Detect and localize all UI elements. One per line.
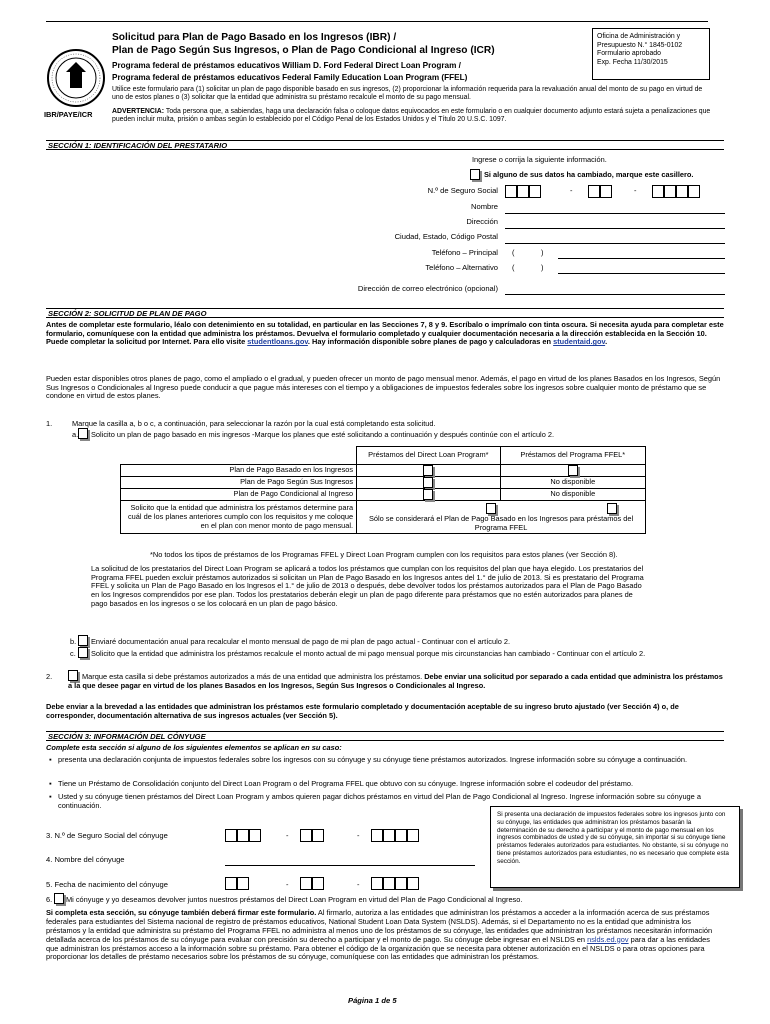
- ssn-digit-9[interactable]: [688, 185, 700, 198]
- item2-bold: Debe enviar una solicitud por separado a cada entidad que administra los préstamos a la que desee pagar en virtud de los planes Basados en los Ingresos, Según Sus Ingresos o Condicionales al Ingreso.: [68, 672, 723, 690]
- ibr-ffel-checkbox[interactable]: [568, 465, 578, 476]
- item2-text: [68, 673, 724, 690]
- top-rule: [46, 21, 708, 22]
- section2-para2: Pueden estar disponibles otros planes de pago, como el ampliado o el gradual, y pueden ofrecer un monto de pago mensual menor. Además, el pago en virtud de los planes Basados en los Ingresos, Según Sus Ingresos o Condicionales al Ingreso puede conducir a que pague más intereses con el tiempo y a obligaciones de impuestos federales sobre los ingresos sobre cualquier monto de préstamo que se condone en virtud de estos planes.: [46, 374, 721, 401]
- table-row-label: Plan de Pago Basado en los Ingresos: [121, 465, 357, 477]
- form-subtitle-line1: Programa federal de préstamos educativos William D. Ford Federal Direct Loan Program /: [112, 61, 461, 70]
- ssn-digit-5[interactable]: [600, 185, 612, 198]
- spouse-dob-dash-1: -: [286, 880, 289, 889]
- seal-icon: [46, 48, 106, 108]
- form-title-line2: Plan de Pago Según Sus Ingresos, o Plan de Pago Condicional al Ingreso (ICR): [112, 45, 495, 56]
- name-field[interactable]: [505, 213, 725, 214]
- spouse-dob-digit-2[interactable]: [237, 877, 249, 890]
- lowest-direct-checkbox[interactable]: [486, 503, 496, 514]
- bullet-1-text: presenta una declaración conjunta de impuestos federales sobre los ingresos con su cónyuge y su cónyuge tiene préstamos autorizados. Ingrese información sobre su cónyuge a continuación.: [58, 755, 687, 764]
- spouse-dob-digit-6[interactable]: [383, 877, 395, 890]
- item1c-checkbox[interactable]: [78, 647, 88, 658]
- table-row: [121, 465, 646, 477]
- item1b-text: Enviaré documentación anual para recalcular el monto mensual de pago de mi plan de pago actual - Continuar con el artículo 2.: [91, 637, 511, 646]
- address-field[interactable]: [505, 228, 725, 229]
- final-bold: Si completa esta sección, su cónyuge también deberá firmar este formulario.: [46, 908, 317, 917]
- table-row-label: Solicito que la entidad que administra los préstamos determine para cuál de los planes anteriores cumplo con los requisitos y me coloque en el plan con menor monto de pago mensual.: [121, 501, 357, 534]
- omb-line1: Oficina de Administración y: [597, 33, 681, 40]
- table-head-direct: Préstamos del Direct Loan Program*: [357, 447, 500, 465]
- form-subtitle-line2: Programa federal de préstamos educativos Federal Family Education Loan Program (FFEL): [112, 73, 468, 82]
- table-cell-direct: [357, 465, 500, 477]
- item1a-text: Solicito un plan de pago basado en mis ingresos -Marque los planes que esté solicitando a continuación y después continúe con el artículo 2.: [91, 430, 555, 439]
- form-warning: [112, 108, 712, 124]
- phone-main-paren-close: ): [541, 248, 544, 257]
- table-note: *No todos los tipos de préstamos de los Programas FFEL y Direct Loan Program cumplen con los requisitos para estos planes (ver Sección 8).: [150, 550, 618, 559]
- section2-title: SECCIÓN 2: SOLICITUD DE PLAN DE PAGO: [46, 308, 724, 318]
- lowest-ffel-checkbox[interactable]: [607, 503, 617, 514]
- item1c-text: Solicito que la entidad que administra los préstamos recalcule el monto actual de mi pago mensual porque mis circunstancias han cambiado - Continuar con el artículo 2.: [91, 649, 646, 658]
- ssn-digit-6[interactable]: [652, 185, 664, 198]
- final-text-a: Al firmarlo, autoriza a las entidades que administran los préstamos a acceder a la información acerca de sus préstamos federales para estudiantes del Sistema nacional de registro de préstamos educativos, National Student Loan Data System (NSLDS). Además, si el Departamento no es la entidad que administra los préstamos y la entidad que administra su préstamo del Programa FFEL no administra al menos uno de los préstamos de su cónyuge, las entidades que administran los préstamos necesitarán información detallada acerca de los préstamos de su cónyuge para evaluar con precisión su derecho a participar y el monto de pago. Su cónyuge debe ingresar en el NSLDS en: [46, 908, 713, 944]
- table-row: [121, 501, 646, 534]
- omb-line3: Formulario aprobado: [597, 50, 661, 58]
- bullet-1: ▪ presenta una declaración conjunta de impuestos federales sobre los ingresos con su cónyuge y su cónyuge tiene préstamos autorizados. Ingrese información sobre su cónyuge a continuación.: [49, 755, 687, 764]
- section1-title: SECCIÓN 1: IDENTIFICACIÓN DEL PRESTATARIO: [46, 140, 724, 150]
- plan-table: [120, 446, 646, 534]
- item6-checkbox[interactable]: [54, 893, 64, 904]
- address-label: Dirección: [466, 217, 498, 226]
- ssn-digit-1[interactable]: [505, 185, 517, 198]
- table-row-label: Plan de Pago Según Sus Ingresos: [121, 477, 357, 489]
- final-paragraph: [46, 909, 724, 962]
- section1-instruction: Ingrese o corrija la siguiente información.: [472, 155, 607, 164]
- intro-text-a: Antes de completar este formulario, léalo con detenimiento en su totalidad, en particular en las Secciones 7, 8 y 9. Escríbalo o imprímalo con tinta oscura. Si necesita ayuda para completar este formulario, comuníquese con la entidad que administra los préstamos. Devuelva el formulario completado y cualquier documentación necesaria a la dirección establecida en la Sección 10. Puede completar la solicitud por Internet. Para ello visite: [46, 320, 724, 347]
- ssn-label: N.º de Seguro Social: [427, 186, 498, 195]
- paye-direct-checkbox[interactable]: [423, 477, 433, 488]
- form-code: IBR/PAYE/ICR: [44, 110, 93, 119]
- item3-label: 3. N.º de Seguro Social del cónyuge: [46, 831, 168, 840]
- item1a-letter: a.: [72, 430, 79, 439]
- ssn-digit-3[interactable]: [529, 185, 541, 198]
- ssn-digit-7[interactable]: [664, 185, 676, 198]
- section3-title: SECCIÓN 3: INFORMACIÓN DEL CÓNYUGE: [46, 731, 724, 741]
- omb-line4: Exp. Fecha 11/30/2015: [597, 58, 668, 66]
- icr-direct-checkbox[interactable]: [423, 489, 433, 500]
- spouse-ssn-digit-1[interactable]: [225, 829, 237, 842]
- warning-text: Toda persona que, a sabiendas, haga una declaración falsa o coloque datos equivocados en este formulario o en cualquier documento adjunto estará sujeta a penalizaciones que pueden incluir multa, prisión o ambas según lo establecido por el Código Penal de los Estados Unidos y el Título 20 U.S.C. 1097.: [112, 108, 711, 124]
- spouse-paragraph: La solicitud de los prestatarios del Direct Loan Program se aplicará a todos los préstamos que cumplan con los requisitos del plan que haya elegido. Los prestatarios del Programa FFEL pueden excluir préstamos autorizados si solicitan un Plan de Pago Basado en los Ingresos antes del 1.° de julio de 2013. Si es prestatario del Programa FFEL y solicita un Plan de Pago Basado en los Ingresos el 1.° de julio de 2013 o después, debe devolver todos los préstamos autorizados para el Plan de Pago Basado en los Ingresos comprendidos por ese plan. Todos los prestatarios deberán elegir un plan de pago diferente para préstamos que no estén autorizados para planes de pago basados en los ingresos o se los colocará en un plan de pago básico.: [91, 564, 644, 608]
- item1b-checkbox[interactable]: [78, 635, 88, 646]
- spouse-dob-digit-5[interactable]: [371, 877, 383, 890]
- spouse-ssn-digit-4[interactable]: [300, 829, 312, 842]
- spouse-ssn-digit-2[interactable]: [237, 829, 249, 842]
- spouse-ssn-digit-8[interactable]: [395, 829, 407, 842]
- studentaid-link[interactable]: studentaid.gov: [553, 337, 606, 347]
- item5-label: 5. Fecha de nacimiento del cónyuge: [46, 880, 169, 889]
- spouse-ssn-digit-9[interactable]: [407, 829, 419, 842]
- spouse-dob-digit-4[interactable]: [312, 877, 324, 890]
- ssn-dash-2: -: [634, 186, 637, 195]
- spouse-ssn-digit-6[interactable]: [371, 829, 383, 842]
- item4-label: 4. Nombre del cónyuge: [46, 855, 125, 864]
- ssn-digit-2[interactable]: [517, 185, 529, 198]
- table-cell-direct: [357, 477, 500, 489]
- ssn-dash-1: -: [570, 186, 573, 195]
- item1c-letter: c.: [70, 649, 76, 658]
- studentloans-link[interactable]: studentloans.gov: [247, 337, 308, 347]
- spouse-ssn-dash-1: -: [286, 831, 289, 840]
- spouse-name-field[interactable]: [225, 865, 475, 866]
- bullet-3: ▪ Usted y su cónyuge tienen préstamos del Direct Loan Program y ambos quieren pagar dichos préstamos en virtud del Plan de Pago Condicional al Ingreso. Ingrese información sobre su cónyuge a continuación.: [49, 792, 701, 810]
- phone-main-field[interactable]: [558, 258, 725, 259]
- table-head-ffel: Préstamos del Programa FFEL*: [500, 447, 645, 465]
- bullet-2: ▪ Tiene un Préstamo de Consolidación conjunto del Direct Loan Program o del Programa FFEL que obtuvo con su cónyuge. Ingrese información sobre el codeudor del préstamo.: [49, 779, 634, 788]
- bullet-3-text: Usted y su cónyuge tienen préstamos del Direct Loan Program y ambos quieren pagar dichos préstamos en virtud del Plan de Pago Condicional al Ingreso. Ingrese información sobre su cónyuge a continuación.: [58, 792, 701, 810]
- spouse-dob-digit-8[interactable]: [407, 877, 419, 890]
- spouse-dob-digit-1[interactable]: [225, 877, 237, 890]
- nslds-link[interactable]: nslds.ed.gov: [587, 934, 629, 944]
- spouse-info-box: [490, 806, 740, 888]
- phone-alt-label: Teléfono – Alternativo: [425, 263, 498, 272]
- education-seal: [46, 48, 106, 108]
- section2-intro: [46, 321, 724, 347]
- omb-box: [592, 28, 710, 80]
- item6-text: Mi cónyuge y yo deseamos devolver juntos nuestros préstamos del Direct Loan Program en virtud del Plan de Pago Condicional al Ingreso.: [66, 895, 523, 904]
- intro-text-b: . Hay información disponible sobre planes de pago y calculadoras en: [307, 337, 552, 347]
- omb-line2: Presupuesto N.° 1845-0102: [597, 41, 683, 49]
- table-cell-ffel: [500, 465, 645, 477]
- bullet-2-text: Tiene un Préstamo de Consolidación conjunto del Direct Loan Program o del Programa FFEL que obtuvo con su cónyuge. Ingrese información sobre el codeudor del préstamo.: [58, 779, 634, 788]
- phone-alt-paren-close: ): [541, 263, 544, 272]
- phone-main-label: Teléfono – Principal: [431, 248, 498, 257]
- item1a-checkbox[interactable]: [78, 428, 88, 439]
- item6-number: 6.: [46, 895, 53, 904]
- phone-main-paren-open: (: [512, 248, 515, 257]
- warning-label: ADVERTENCIA:: [112, 108, 165, 115]
- spouse-ssn-digit-5[interactable]: [312, 829, 324, 842]
- table-cell-ffel: No disponible: [500, 477, 645, 489]
- spouse-info-text: Si presenta una declaración de impuestos federales sobre los ingresos junto con su cónyuge, las entidades que administran los préstamos basarán la determinación de su derecho a participar y el monto de pago mensual en los ingresos combinados de usted y de su cónyuge, sin importar si su cónyuge tiene préstamos federales autorizados para estudiantes. No obstante, si su cónyuge no tiene préstamos autorizados para estudiantes, no es necesario que complete esta sección.: [497, 811, 729, 865]
- form-title-line1: Solicitud para Plan de Pago Basado en los Ingresos (IBR) /: [112, 32, 397, 43]
- city-field[interactable]: [505, 243, 725, 244]
- page-number: Página 1 de 5: [348, 996, 397, 1005]
- phone-alt-paren-open: (: [512, 263, 515, 272]
- item2-plain: Marque esta casilla si debe préstamos autorizados a más de una entidad que administra los préstamos.: [82, 672, 423, 681]
- table-cell-direct: [357, 489, 500, 501]
- ssn-digit-8[interactable]: [676, 185, 688, 198]
- table-last-cell: [357, 501, 646, 534]
- email-field[interactable]: [505, 294, 725, 295]
- section3-intro: Complete esta sección si alguno de los siguientes elementos se aplican en su caso:: [46, 743, 342, 752]
- changed-label: Si alguno de sus datos ha cambiado, marque este casillero.: [484, 170, 694, 179]
- item2-number: 2.: [46, 672, 53, 681]
- email-label: Dirección de correo electrónico (opcional): [357, 284, 498, 293]
- city-label: Ciudad, Estado, Código Postal: [394, 232, 498, 241]
- phone-alt-field[interactable]: [558, 273, 725, 274]
- item1b-letter: b.: [70, 637, 77, 646]
- table-row-label: Plan de Pago Condicional al Ingreso: [121, 489, 357, 501]
- intro-text-c: .: [605, 337, 608, 347]
- spouse-dob-dash-2: -: [357, 880, 360, 889]
- spouse-ssn-digit-7[interactable]: [383, 829, 395, 842]
- table-cell-ffel: No disponible: [500, 489, 645, 501]
- ibr-direct-checkbox[interactable]: [423, 465, 433, 476]
- name-label: Nombre: [470, 202, 498, 211]
- table-corner: [121, 447, 357, 465]
- form-instructions: Utilice este formulario para (1) solicitar un plan de pago disponible basado en sus ingresos, (2) proporcionar la información requerida para la revaluación anual del monto de su pago en virtud de uno de estos planes o (3) solicitar que la entidad que administra su préstamo recalcule el monto de su pago mensual.: [112, 86, 703, 102]
- item1-text: Marque la casilla a, b o c, a continuación, para seleccionar la razón por la cual está completando esta solicitud.: [72, 419, 436, 428]
- spouse-ssn-dash-2: -: [357, 831, 360, 840]
- final-text-b: para dar a las entidades que administran los préstamos acceso a la información sobre su préstamo. Para obtener el código de la organización que se necesita para obtener autorización en el NSLDS o para otras opciones para proporcionar los detalles de préstamo necesarios sobre los préstamos de su cónyuge, comuníquese con las entidades que administran los préstamos.: [46, 934, 710, 962]
- table-row: [121, 477, 646, 489]
- table-row: [121, 489, 646, 501]
- changed-checkbox[interactable]: [470, 169, 480, 180]
- item1-number: 1.: [46, 419, 53, 428]
- spouse-dob-digit-7[interactable]: [395, 877, 407, 890]
- ssn-digit-4[interactable]: [588, 185, 600, 198]
- closing-note: Debe enviar a la brevedad a las entidades que administran los préstamos este formulario completado y documentación aceptable de su ingreso bruto ajustado (ver Sección 4) o, de corresponder, documentación alternativa de sus ingresos actuales (ver Sección 5).: [46, 702, 679, 720]
- spouse-ssn-digit-3[interactable]: [249, 829, 261, 842]
- spouse-dob-digit-3[interactable]: [300, 877, 312, 890]
- table-last-ffel-note: Sólo se considerará el Plan de Pago Basado en los Ingresos para préstamos del Programa FFEL: [368, 514, 634, 532]
